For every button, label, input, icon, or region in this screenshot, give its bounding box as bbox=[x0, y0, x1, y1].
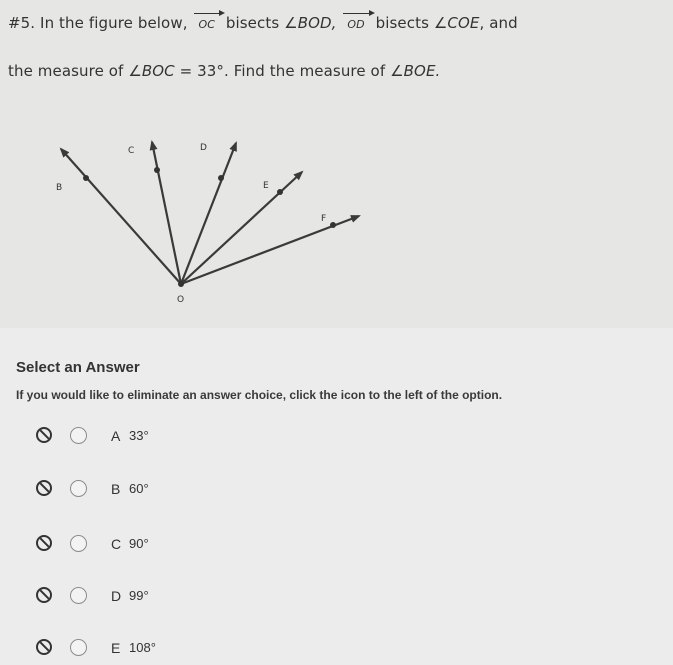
angle-boc: ∠BOC bbox=[128, 62, 175, 80]
option-value: 60° bbox=[129, 481, 149, 496]
point-c bbox=[154, 167, 160, 173]
question-panel bbox=[0, 0, 673, 328]
option-e[interactable] bbox=[36, 637, 256, 661]
label-o: O bbox=[177, 295, 185, 305]
question-prefix: #5. In the figure below, bbox=[8, 14, 188, 32]
option-value: 33° bbox=[129, 428, 149, 443]
option-letter: A bbox=[111, 428, 121, 444]
option-letter: D bbox=[111, 588, 122, 604]
find-text: Find the measure of bbox=[233, 62, 386, 80]
measure-prefix: the measure of bbox=[8, 62, 124, 80]
radio-button[interactable] bbox=[70, 427, 87, 444]
question-text-line2 bbox=[8, 62, 440, 80]
point-f bbox=[330, 222, 336, 228]
answer-panel bbox=[0, 328, 673, 665]
option-value: 99° bbox=[129, 588, 149, 603]
ray-oc: OC bbox=[194, 8, 219, 31]
ray-od-line bbox=[181, 143, 236, 284]
option-c[interactable] bbox=[36, 533, 256, 557]
label-d: D bbox=[200, 143, 207, 153]
label-e: E bbox=[263, 181, 269, 191]
point-e bbox=[277, 189, 283, 195]
label-c: C bbox=[128, 146, 135, 156]
point-d bbox=[218, 175, 224, 181]
eliminate-icon[interactable] bbox=[36, 480, 52, 496]
label-f: F bbox=[321, 214, 327, 224]
option-a[interactable] bbox=[36, 425, 256, 449]
option-letter: C bbox=[111, 536, 122, 552]
ray-oe bbox=[181, 172, 302, 284]
eliminate-icon[interactable] bbox=[36, 587, 52, 603]
select-answer-title: Select an Answer bbox=[16, 359, 140, 376]
bisects-text-2: bisects bbox=[375, 14, 429, 32]
option-letter: E bbox=[111, 640, 121, 656]
option-b[interactable] bbox=[36, 478, 256, 502]
option-d[interactable] bbox=[36, 585, 256, 609]
radio-button[interactable] bbox=[70, 639, 87, 656]
option-letter: B bbox=[111, 481, 121, 497]
point-b bbox=[83, 175, 89, 181]
angle-boe: ∠BOE. bbox=[390, 62, 441, 80]
ray-oc-line bbox=[152, 142, 181, 284]
ray-od: OD bbox=[343, 8, 368, 31]
eliminate-instruction: If you would like to eliminate an answer choice, click the icon to the left of the option. bbox=[16, 388, 503, 402]
point-o bbox=[178, 281, 184, 287]
angle-value: = 33°. bbox=[179, 62, 229, 80]
angle-coe: ∠COE bbox=[433, 14, 480, 32]
radio-button[interactable] bbox=[70, 480, 87, 497]
angle-bod: ∠BOD, bbox=[284, 14, 337, 32]
eliminate-icon[interactable] bbox=[36, 427, 52, 443]
question-suffix: , and bbox=[479, 14, 518, 32]
label-b: B bbox=[56, 183, 63, 193]
angle-figure bbox=[0, 128, 380, 328]
radio-button[interactable] bbox=[70, 587, 87, 604]
ray-ob bbox=[61, 149, 181, 284]
eliminate-icon[interactable] bbox=[36, 639, 52, 655]
radio-button[interactable] bbox=[70, 535, 87, 552]
question-text-line1 bbox=[8, 8, 518, 32]
bisects-text-1: bisects bbox=[225, 14, 280, 32]
option-value: 108° bbox=[129, 640, 156, 655]
option-value: 90° bbox=[129, 536, 149, 551]
eliminate-icon[interactable] bbox=[36, 535, 52, 551]
